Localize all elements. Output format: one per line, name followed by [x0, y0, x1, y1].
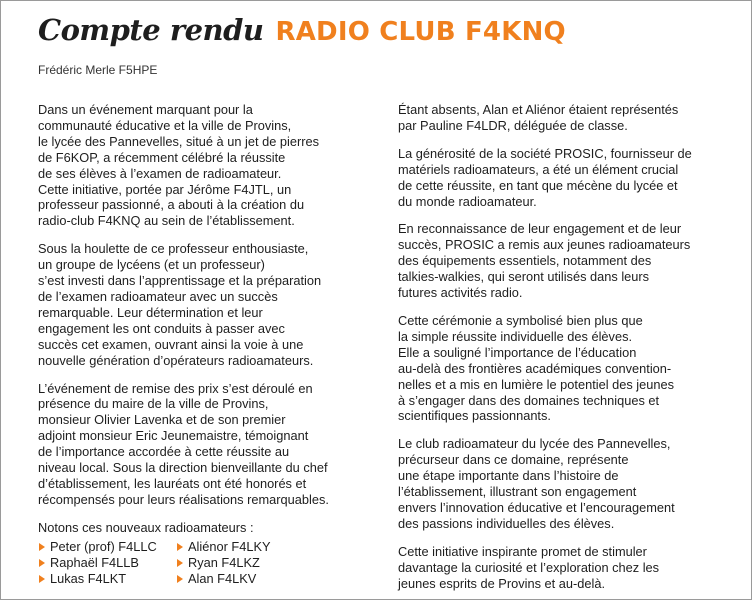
paragraph-line: le lycée des Pannevelles, situé à un jet de pierres	[38, 133, 319, 149]
paragraph-line: de F6KOP, a récemment célébré la réussite	[38, 149, 286, 165]
triangle-bullet-icon	[39, 543, 45, 551]
paragraph-line: du monde radioamateur.	[398, 193, 537, 209]
triangle-bullet-icon	[39, 575, 45, 583]
paragraph-line: succès cet examen, ouvrant ainsi la voie à une	[38, 336, 304, 352]
paragraph-line: Elle a souligné l’importance de l’éducation	[398, 344, 637, 360]
heading-title: Compte rendu	[38, 13, 264, 47]
paragraph-line: matériels radioamateurs, a été un élément crucial	[398, 161, 679, 177]
winner-callsign: Peter (prof) F4LLC	[50, 538, 157, 554]
paragraph-line: l’établissement, illustrant son engagement	[398, 484, 637, 500]
paragraph	[398, 221, 734, 301]
author-byline: Frédéric Merle F5HPE	[38, 63, 158, 77]
paragraph-line: s’est investi dans l’apprentissage et la préparation	[38, 273, 322, 289]
winner-callsign: Aliénor F4LKY	[188, 538, 271, 554]
paragraph-line: au-delà des frontières académiques convention-	[398, 360, 672, 376]
winner-item	[38, 539, 176, 555]
paragraph-line: nelles et a mis en lumière le potentiel des jeunes	[398, 376, 675, 392]
paragraph-line: récompensés pour leurs réalisations remarquables.	[38, 491, 329, 507]
paragraph	[398, 102, 734, 134]
paragraph-line: communauté éducative et la ville de Provins,	[38, 117, 292, 133]
paragraph-line: Cette initiative inspirante promet de stimuler	[398, 543, 647, 559]
paragraph-line: remarquable. Leur détermination et leur	[38, 304, 263, 320]
paragraph	[38, 241, 374, 368]
paragraph	[398, 146, 734, 210]
paragraph	[38, 381, 374, 508]
paragraph-line: précurseur dans ce domaine, représente	[398, 452, 629, 468]
paragraph-line: présence du maire de la ville de Provins,	[38, 396, 269, 412]
paragraph-line: la simple réussite individuelle des élèves.	[398, 328, 633, 344]
paragraph-line: des passions individuelles des élèves.	[398, 515, 615, 531]
winner-item	[176, 555, 314, 571]
paragraph-line: Cette cérémonie a symbolisé bien plus que	[398, 312, 643, 328]
winner-item	[176, 571, 314, 587]
paragraph-line: Sous la houlette de ce professeur enthousiaste,	[38, 241, 309, 257]
paragraph-line: Étant absents, Alan et Aliénor étaient représentés	[398, 102, 679, 117]
paragraph	[398, 436, 734, 531]
winners-intro: Notons ces nouveaux radioamateurs :	[38, 519, 254, 535]
triangle-bullet-icon	[39, 559, 45, 567]
paragraph-line: professeur passionné, a abouti à la création du	[38, 197, 305, 213]
paragraph-line: engagement les ont conduits à passer avec	[38, 320, 285, 336]
paragraph-line: jeunes esprits de Provins et au-delà.	[398, 575, 605, 591]
paragraph-line: futures activités radio.	[398, 285, 523, 301]
heading-club: RADIO CLUB F4KNQ	[275, 17, 566, 47]
right-paragraphs	[398, 102, 734, 591]
winner-item	[38, 571, 176, 587]
winner-item	[176, 539, 314, 555]
left-paragraphs	[38, 102, 374, 508]
paragraph-line: niveau local. Sous la direction bienveillante du chef	[38, 460, 328, 476]
winners-section	[38, 520, 374, 587]
right-column	[398, 102, 734, 603]
paragraph-line: de l’importance accordée à cette réussite au	[38, 444, 290, 460]
paragraph-line: En reconnaissance de leur engagement et de leur	[398, 221, 682, 237]
paragraph-line: nouvelle génération d’opérateurs radioamateurs.	[38, 352, 314, 368]
paragraph-line: d’établissement, les lauréats ont été honorés et	[38, 475, 307, 491]
paragraph-line: La générosité de la société PROSIC, fournisseur de	[398, 145, 692, 161]
paragraph	[38, 102, 374, 229]
paragraph-line: Dans un événement marquant pour la	[38, 102, 253, 117]
paragraph-line: à s’engager dans des domaines techniques et	[398, 392, 660, 408]
paragraph-line: de cette réussite, en tant que mécène du lycée et	[398, 177, 678, 193]
triangle-bullet-icon	[177, 559, 183, 567]
paragraph-line: une étape importante dans l’histoire de	[398, 468, 619, 484]
paragraph-line: des équipements essentiels, notamment des	[398, 253, 652, 269]
paragraph-line: par Pauline F4LDR, déléguée de classe.	[398, 117, 628, 133]
paragraph-line: de l’examen radioamateur avec un succès	[38, 288, 278, 304]
paragraph-line: succès, PROSIC a remis aux jeunes radioamateurs	[398, 237, 691, 253]
paragraph-line: davantage la curiosité et l’exploration chez les	[398, 559, 660, 575]
paragraph	[398, 544, 734, 592]
triangle-bullet-icon	[177, 543, 183, 551]
winners-list	[38, 539, 374, 587]
paragraph-line: Le club radioamateur du lycée des Pannevelles,	[398, 436, 671, 452]
winner-callsign: Alan F4LKV	[188, 570, 257, 586]
winner-callsign: Lukas F4LKT	[50, 570, 127, 586]
paragraph-line: adjoint monsieur Eric Jeunemaistre, témoignant	[38, 428, 309, 444]
paragraph-line: de ses élèves à l’examen de radioamateur.	[38, 165, 282, 181]
paragraph-line: monsieur Olivier Lavenka et de son premier	[38, 412, 286, 428]
paragraph-line: radio-club F4KNQ au sein de l’établissement.	[38, 213, 295, 229]
paragraph	[398, 313, 734, 424]
paragraph-line: un groupe de lycéens (et un professeur)	[38, 257, 265, 273]
left-column	[38, 102, 374, 587]
winner-callsign: Raphaël F4LLB	[50, 554, 139, 570]
paragraph-line: talkies-walkies, qui seront utilisés dans leurs	[398, 269, 650, 285]
paragraph-line: L’événement de remise des prix s’est déroulé en	[38, 380, 313, 396]
paragraph-line: Cette initiative, portée par Jérôme F4JTL, un	[38, 181, 292, 197]
winner-item	[38, 555, 176, 571]
triangle-bullet-icon	[177, 575, 183, 583]
article-heading	[38, 8, 566, 58]
paragraph-line: scientifiques passionnants.	[398, 408, 551, 424]
paragraph-line: envers l’innovation éducative et l’encouragement	[398, 499, 675, 515]
winner-callsign: Ryan F4LKZ	[188, 554, 260, 570]
